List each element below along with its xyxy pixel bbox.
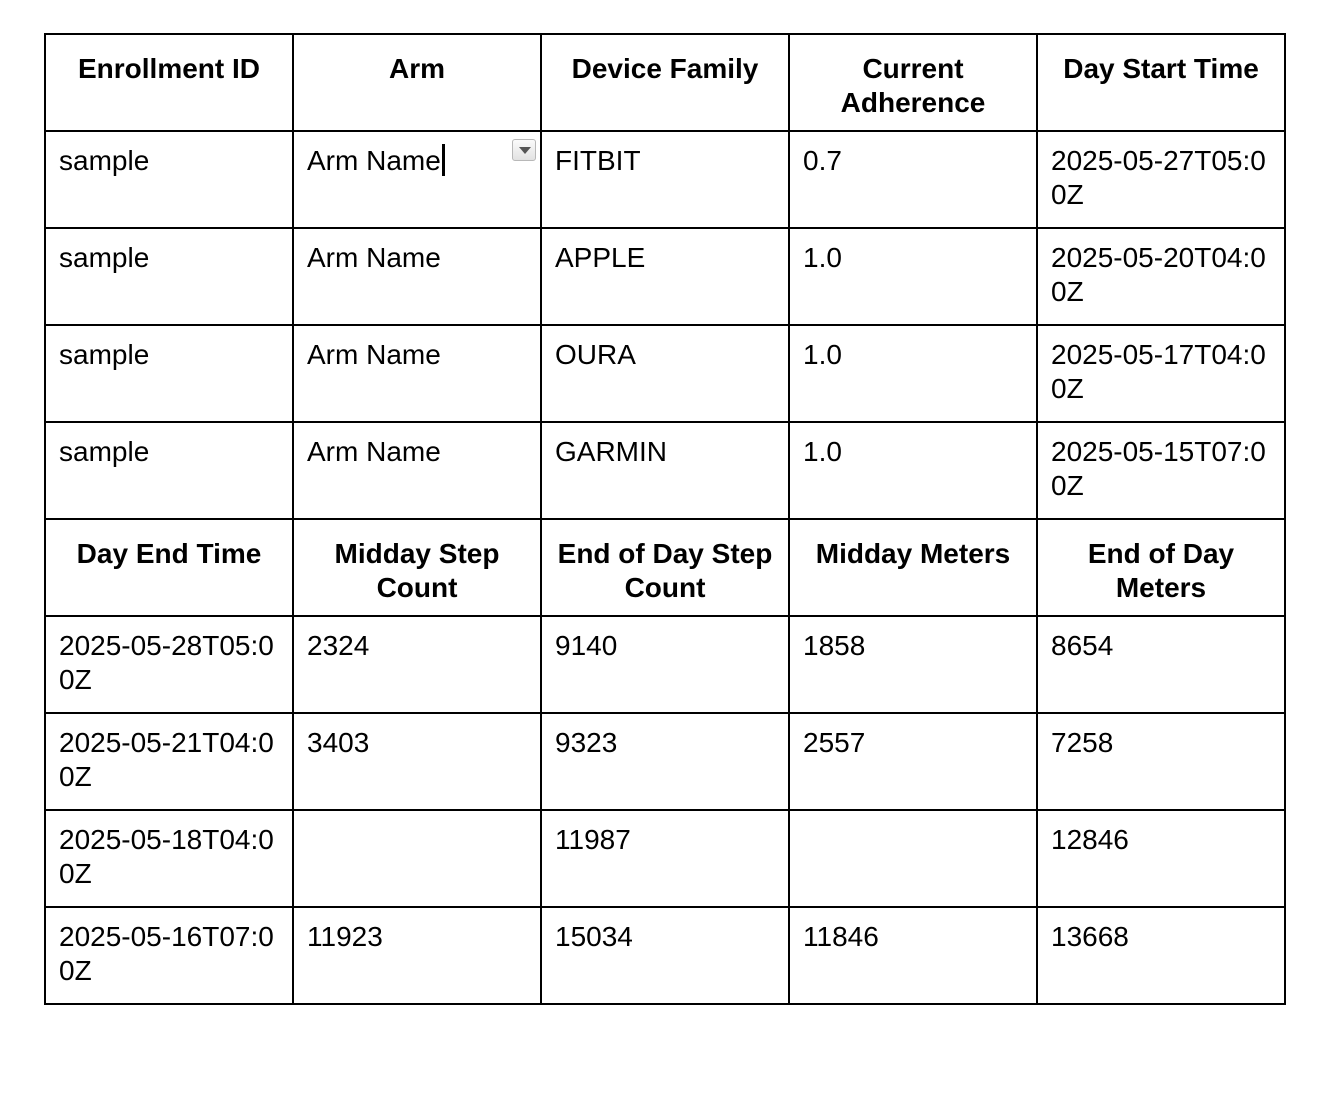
table-row xyxy=(45,325,1285,422)
header-cell-midday-meters: Midday Meters xyxy=(789,519,1037,616)
table-cell[interactable]: sample xyxy=(45,228,293,325)
table-cell[interactable]: 2025-05-21T04:00Z xyxy=(45,713,293,810)
arm-dropdown-cell[interactable] xyxy=(293,131,541,228)
header-cell-enrollment-id: Enrollment ID xyxy=(45,34,293,131)
header-cell-end-of-day-meters: End of Day Meters xyxy=(1037,519,1285,616)
table-cell[interactable] xyxy=(789,810,1037,907)
table-cell[interactable]: 2557 xyxy=(789,713,1037,810)
table-cell[interactable]: sample xyxy=(45,131,293,228)
table-cell[interactable]: 1.0 xyxy=(789,422,1037,519)
table-cell[interactable]: 3403 xyxy=(293,713,541,810)
header-cell-device-family: Device Family xyxy=(541,34,789,131)
table-row xyxy=(45,713,1285,810)
table-cell[interactable]: 2025-05-17T04:00Z xyxy=(1037,325,1285,422)
table-cell[interactable]: 12846 xyxy=(1037,810,1285,907)
header-cell-day-end-time: Day End Time xyxy=(45,519,293,616)
table-cell[interactable] xyxy=(293,810,541,907)
table-cell[interactable]: 2025-05-18T04:00Z xyxy=(45,810,293,907)
header-cell-arm: Arm xyxy=(293,34,541,131)
table-cell[interactable]: 2025-05-15T07:00Z xyxy=(1037,422,1285,519)
table-cell[interactable]: 11987 xyxy=(541,810,789,907)
table-cell[interactable]: APPLE xyxy=(541,228,789,325)
table-cell[interactable]: GARMIN xyxy=(541,422,789,519)
table-cell[interactable]: 9140 xyxy=(541,616,789,713)
table-cell[interactable]: 1.0 xyxy=(789,228,1037,325)
table-cell[interactable]: 0.7 xyxy=(789,131,1037,228)
table-cell[interactable]: 2025-05-27T05:00Z xyxy=(1037,131,1285,228)
table-cell[interactable]: 9323 xyxy=(541,713,789,810)
header-cell-end-of-day-step-count: End of Day Step Count xyxy=(541,519,789,616)
table-cell[interactable]: Arm Name xyxy=(293,228,541,325)
table-cell[interactable]: 1858 xyxy=(789,616,1037,713)
table-cell[interactable]: 2025-05-28T05:00Z xyxy=(45,616,293,713)
text-cursor xyxy=(442,144,445,176)
table-cell[interactable]: 13668 xyxy=(1037,907,1285,1004)
table-cell[interactable]: 11923 xyxy=(293,907,541,1004)
table-row xyxy=(45,131,1285,228)
table-cell[interactable]: 2324 xyxy=(293,616,541,713)
arm-dropdown-value: Arm Name xyxy=(307,145,441,176)
table-cell[interactable]: Arm Name xyxy=(293,422,541,519)
table-row xyxy=(45,616,1285,713)
table-cell[interactable]: Arm Name xyxy=(293,325,541,422)
chevron-down-icon xyxy=(519,147,531,154)
header-cell-day-start-time: Day Start Time xyxy=(1037,34,1285,131)
table-cell[interactable]: 15034 xyxy=(541,907,789,1004)
table-cell[interactable]: 8654 xyxy=(1037,616,1285,713)
table-cell[interactable]: 11846 xyxy=(789,907,1037,1004)
table-row xyxy=(45,907,1285,1004)
table-cell[interactable]: FITBIT xyxy=(541,131,789,228)
dropdown-button[interactable] xyxy=(512,139,536,161)
table-row xyxy=(45,810,1285,907)
table-row xyxy=(45,228,1285,325)
data-table xyxy=(44,33,1286,1005)
table-cell[interactable]: sample xyxy=(45,325,293,422)
table-cell[interactable]: OURA xyxy=(541,325,789,422)
table-cell[interactable]: 2025-05-16T07:00Z xyxy=(45,907,293,1004)
table-cell[interactable]: sample xyxy=(45,422,293,519)
table-cell[interactable]: 1.0 xyxy=(789,325,1037,422)
header-cell-current-adherence: Current Adherence xyxy=(789,34,1037,131)
header-row xyxy=(45,519,1285,616)
table-cell[interactable]: 2025-05-20T04:00Z xyxy=(1037,228,1285,325)
header-row xyxy=(45,34,1285,131)
table-row xyxy=(45,422,1285,519)
table-cell[interactable]: 7258 xyxy=(1037,713,1285,810)
header-cell-midday-step-count: Midday Step Count xyxy=(293,519,541,616)
